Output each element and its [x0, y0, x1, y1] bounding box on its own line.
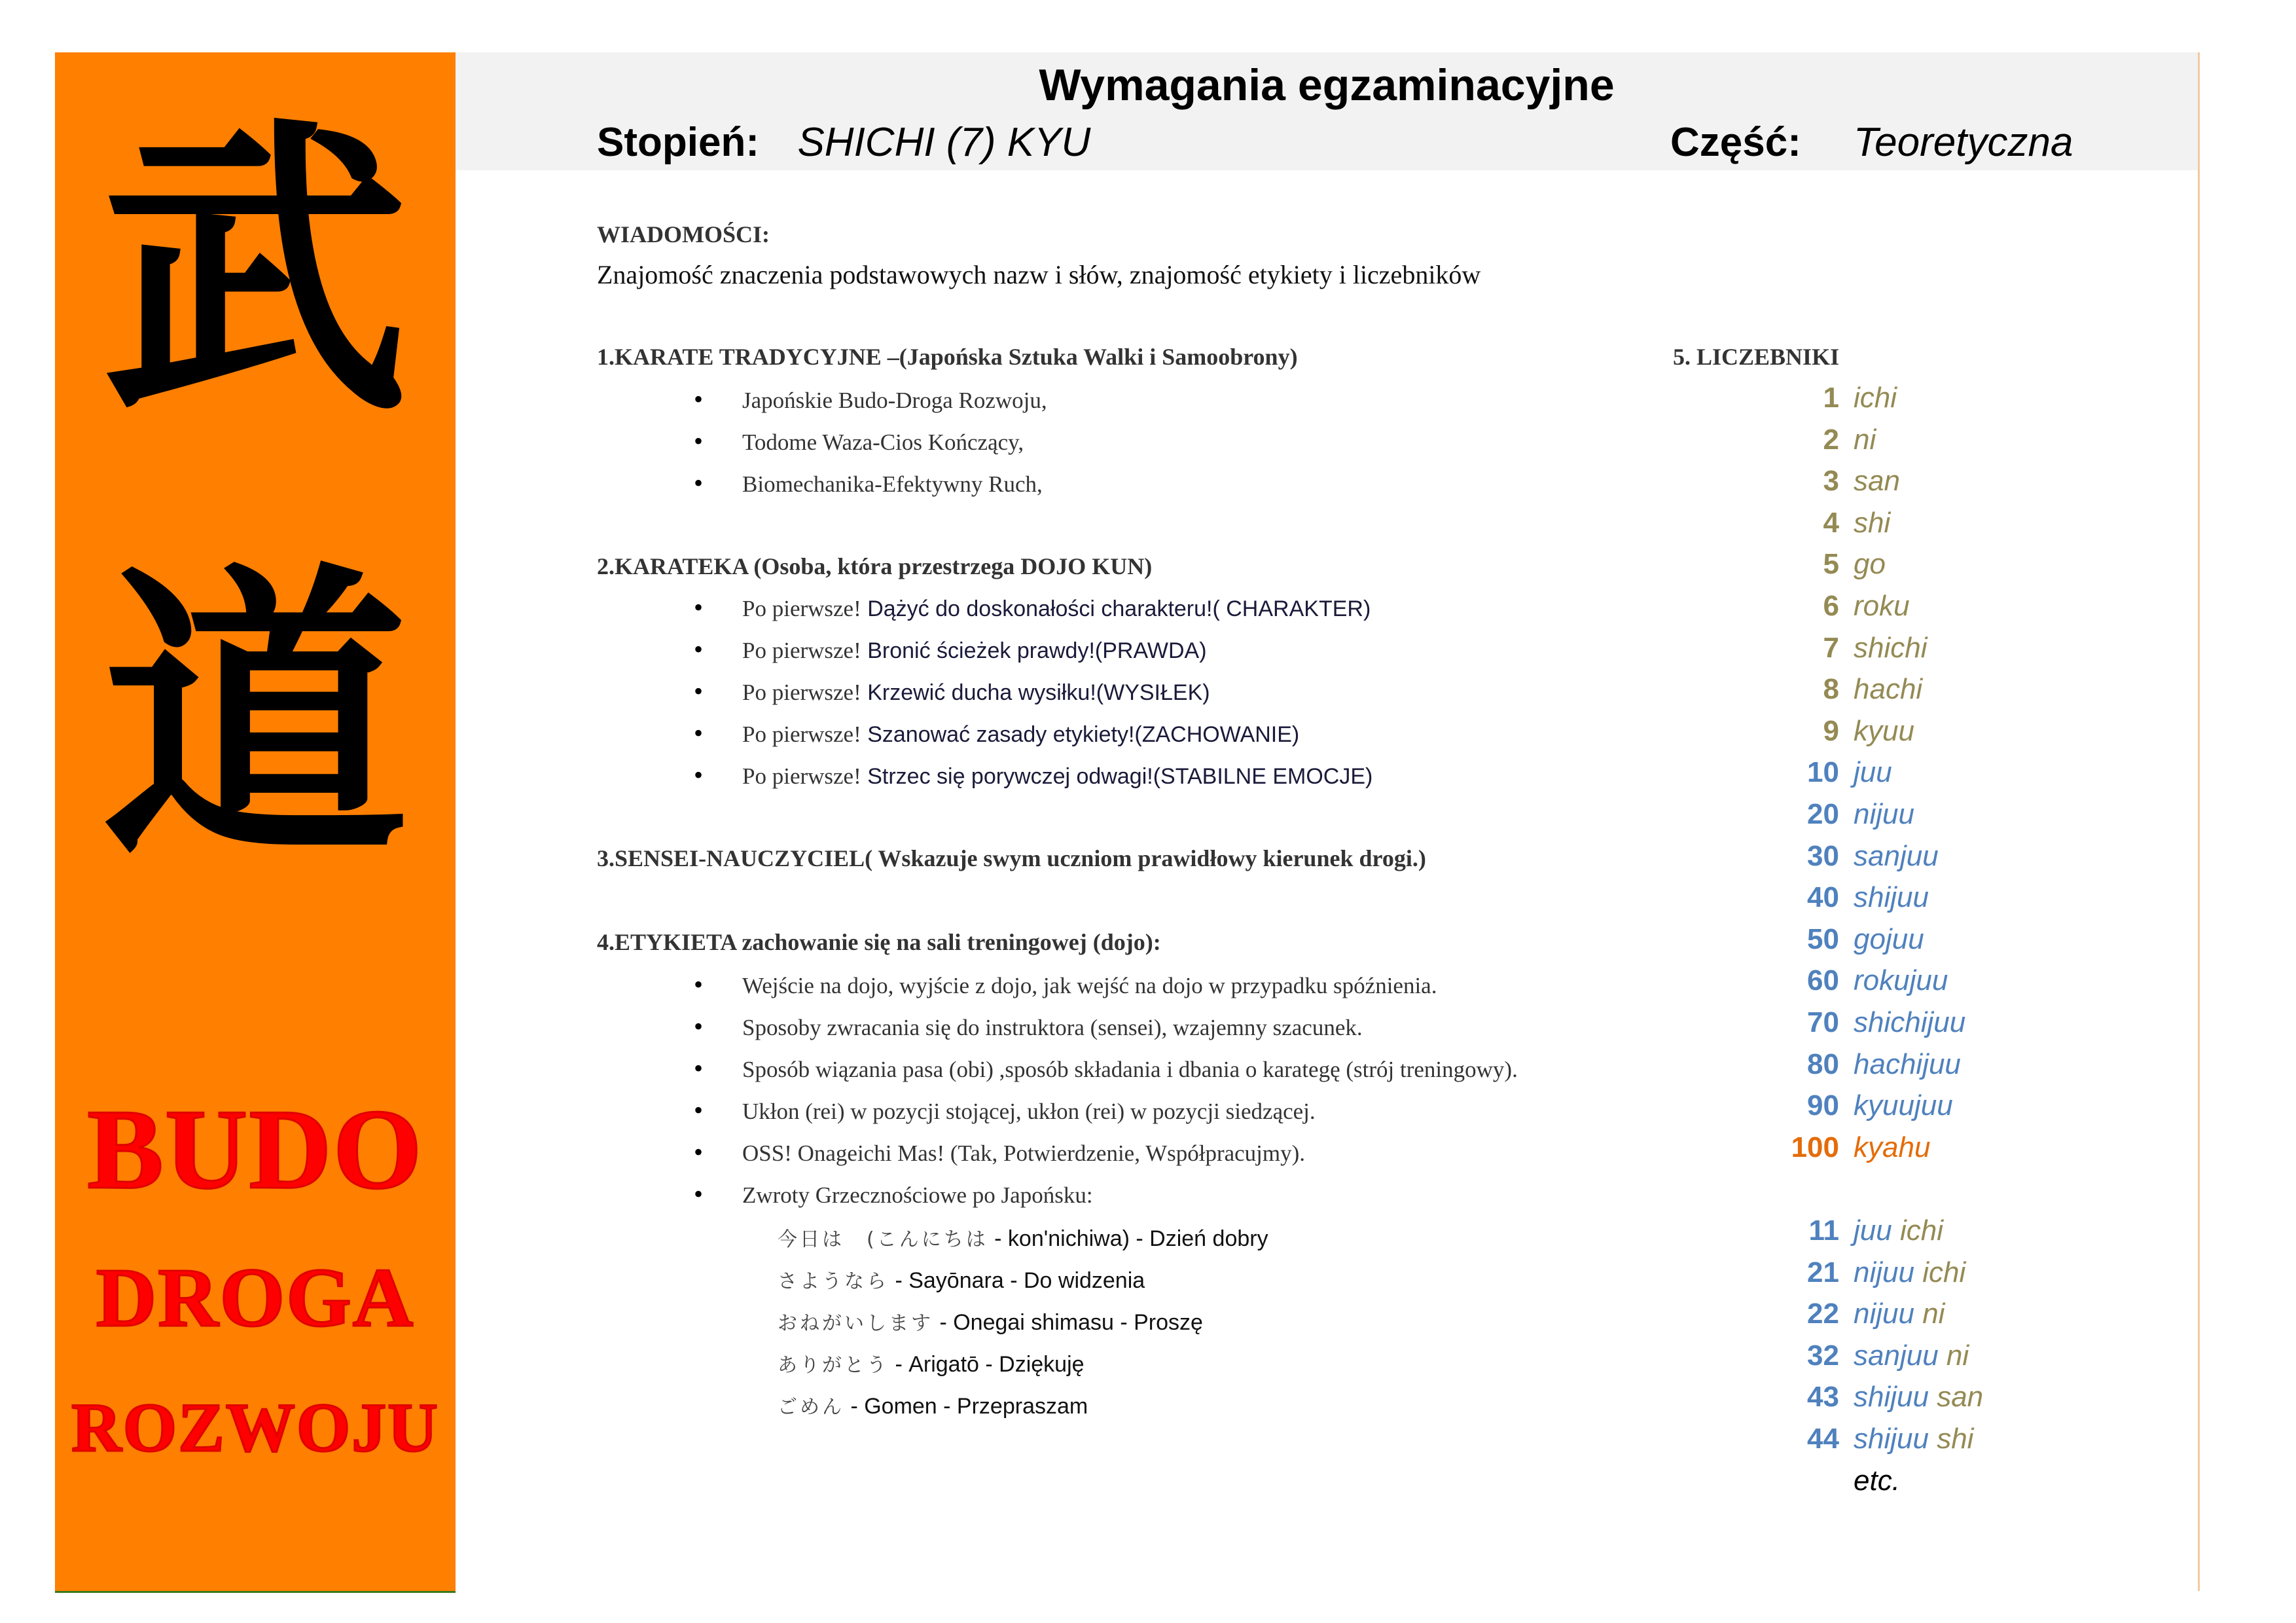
list-item: Ukłon (rei) w pozycji stojącej, ukłon (rei) w pozycji siedzącej. — [742, 1099, 1316, 1124]
numeral-word: ichi — [1854, 382, 1897, 414]
section-4-title: 4.ETYKIETA zachowanie się na sali treningowej (dojo): — [597, 929, 1161, 955]
numeral-number: 32 — [1807, 1339, 1839, 1372]
numeral-number: 6 — [1823, 590, 1839, 622]
numeral-word: ni — [1854, 423, 1876, 456]
numeral-number: 8 — [1823, 673, 1839, 706]
numeral-word: shijuu — [1854, 881, 1929, 914]
phrase-row: ごめん - Gomen - Przepraszam — [778, 1394, 1088, 1419]
part-value: Teoretyczna — [1854, 120, 2073, 165]
numeral-word: go — [1854, 548, 1886, 581]
numeral-number: 20 — [1807, 798, 1839, 830]
list-item: Japońskie Budo-Droga Rozwoju, — [742, 388, 1047, 413]
numeral-number: 3 — [1823, 465, 1839, 498]
section-2-title: 2.KARATEKA (Osoba, która przestrzega DOJO KUN) — [597, 553, 1153, 579]
numeral-number: 90 — [1807, 1089, 1839, 1122]
numeral-word: san — [1854, 465, 1900, 498]
numeral-number: 9 — [1823, 714, 1839, 747]
numeral-word: shijuu san — [1854, 1381, 1984, 1413]
section-3-title: 3.SENSEI-NAUCZYCIEL( Wskazuje swym uczniom prawidłowy kierunek drogi.) — [597, 845, 1426, 871]
numeral-word: gojuu — [1854, 922, 1924, 955]
bullet-icon: • — [694, 718, 704, 748]
numeral-word: shi — [1854, 506, 1891, 539]
numeral-number: 43 — [1807, 1381, 1839, 1413]
bullet-icon: • — [694, 676, 704, 706]
numeral-word: nijuu ichi — [1854, 1256, 1966, 1288]
list-item: Po pierwsze! Szanować zasady etykiety!(ZACHOWANIE) — [742, 721, 1300, 747]
page-title: Wymagania egzaminacyjne — [1039, 60, 1615, 110]
numerals-title: 5. LICZEBNIKI — [1673, 344, 1840, 370]
list-item: Todome Waza-Cios Kończący, — [742, 429, 1024, 455]
numeral-number: 10 — [1807, 756, 1839, 789]
bullet-icon: • — [694, 1137, 704, 1167]
list-item: Po pierwsze! Dążyć do doskonałości charakteru!( CHARAKTER) — [742, 596, 1371, 621]
phrase-row: 今日は (こんにちは - kon'nichiwa) - Dzień dobry — [778, 1226, 1268, 1251]
numeral-number: 7 — [1823, 631, 1839, 664]
numeral-number: 80 — [1807, 1048, 1839, 1080]
bullet-icon: • — [694, 593, 704, 622]
numeral-word: kyahu — [1854, 1131, 1931, 1163]
page-header — [456, 52, 2198, 170]
numeral-number: 44 — [1807, 1423, 1839, 1455]
numeral-word: sanjuu — [1854, 839, 1939, 872]
part-label: Część: — [1670, 120, 1801, 165]
numeral-word: shijuu shi — [1854, 1423, 1974, 1455]
intro-heading: WIADOMOŚCI: — [597, 221, 770, 247]
bullet-icon: • — [694, 1179, 704, 1209]
numeral-word: juu ichi — [1854, 1214, 1943, 1247]
level-value: SHICHI (7) KYU — [797, 120, 1091, 165]
bullet-icon: • — [694, 634, 704, 664]
bullet-icon: • — [694, 426, 704, 456]
numeral-word: hachi — [1854, 673, 1923, 706]
list-item: Wejście na dojo, wyjście z dojo, jak wejść na dojo w przypadku spóźnienia. — [742, 973, 1437, 998]
list-item: Po pierwsze! Strzec się porywczej odwagi!(STABILNE EMOCJE) — [742, 763, 1373, 789]
numeral-number: 2 — [1823, 423, 1839, 456]
numerals-etc: etc. — [1854, 1464, 1900, 1497]
numeral-word: hachijuu — [1854, 1048, 1961, 1080]
list-item: Biomechanika-Efektywny Ruch, — [742, 471, 1043, 497]
bullet-icon: • — [694, 384, 704, 414]
bullet-icon: • — [694, 468, 704, 498]
sidebar-word-budo: BUDO — [87, 1085, 423, 1213]
level-label: Stopień: — [597, 120, 759, 165]
numeral-word: shichijuu — [1854, 1006, 1966, 1038]
level-row — [597, 117, 1090, 169]
phrase-row: おねがいします - Onegai shimasu - Proszę — [778, 1310, 1203, 1335]
numeral-number: 60 — [1807, 964, 1839, 997]
phrase-row: さようなら - Sayōnara - Do widzenia — [778, 1268, 1145, 1293]
numeral-number: 100 — [1791, 1131, 1839, 1163]
list-item: Po pierwsze! Bronić ścieżek prawdy!(PRAWDA) — [742, 638, 1207, 663]
sidebar-word-rozwoju: ROZWOJU — [71, 1389, 439, 1466]
list-item: Sposób wiązania pasa (obi) ,sposób składania i dbania o karategę (strój treningowy). — [742, 1057, 1518, 1082]
list-item: Sposoby zwracania się do instruktora (sensei), wzajemny szacunek. — [742, 1015, 1363, 1040]
kanji-bu: 武 — [101, 91, 409, 452]
numeral-number: 22 — [1807, 1298, 1839, 1330]
bullet-icon: • — [694, 760, 704, 790]
numeral-word: sanjuu ni — [1854, 1339, 1969, 1372]
numeral-number: 5 — [1823, 548, 1839, 581]
sidebar-word-droga: DROGA — [96, 1251, 415, 1344]
numeral-word: shichi — [1854, 631, 1928, 664]
numeral-number: 11 — [1808, 1214, 1839, 1247]
numeral-number: 50 — [1807, 922, 1839, 955]
kanji-do: 道 — [101, 536, 409, 898]
numeral-number: 1 — [1823, 382, 1839, 414]
numeral-number: 70 — [1807, 1006, 1839, 1038]
right-border-line — [2198, 52, 2200, 1591]
numeral-word: kyuujuu — [1854, 1089, 1953, 1122]
bullet-icon: • — [694, 1053, 704, 1083]
section-1-title: 1.KARATE TRADYCYJNE –(Japońska Sztuka Walki i Samoobrony) — [597, 344, 1298, 370]
numeral-word: roku — [1854, 590, 1910, 622]
numeral-number: 4 — [1823, 506, 1839, 539]
sidebar-banner — [55, 52, 456, 1593]
numeral-word: nijuu ni — [1854, 1298, 1945, 1330]
intro-text: Znajomość znaczenia podstawowych nazw i słów, znajomość etykiety i liczebników — [597, 260, 1481, 289]
bullet-icon: • — [694, 1095, 704, 1125]
numeral-word: kyuu — [1854, 714, 1914, 747]
phrase-row: ありがとう - Arigatō - Dziękuję — [778, 1352, 1085, 1377]
list-item: OSS! Onageichi Mas! (Tak, Potwierdzenie, Współpracujmy). — [742, 1140, 1306, 1166]
numeral-word: rokujuu — [1854, 964, 1948, 997]
numeral-number: 21 — [1807, 1256, 1839, 1288]
numeral-word: nijuu — [1854, 798, 1914, 830]
bullet-icon: • — [694, 970, 704, 999]
numeral-number: 30 — [1807, 839, 1839, 872]
list-item: Zwroty Grzecznościowe po Japońsku: — [742, 1182, 1093, 1208]
list-item: Po pierwsze! Krzewić ducha wysiłku!(WYSIŁEK) — [742, 680, 1210, 705]
bullet-icon: • — [694, 1012, 704, 1041]
numeral-number: 40 — [1807, 881, 1839, 914]
numeral-word: juu — [1854, 756, 1892, 789]
